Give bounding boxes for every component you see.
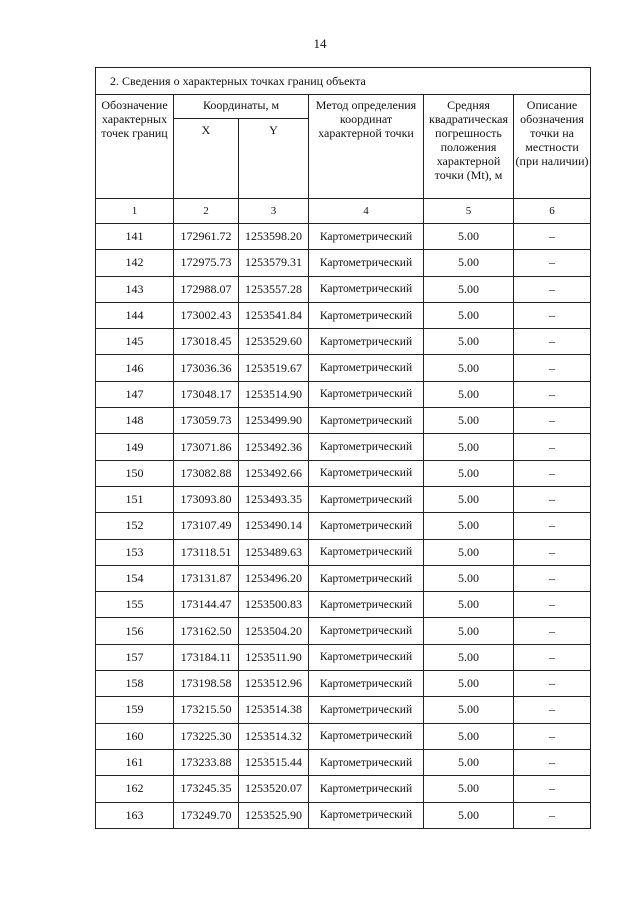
x-cell: 173048.17: [174, 381, 239, 407]
point-cell: 159: [96, 697, 174, 723]
point-cell: 155: [96, 592, 174, 618]
x-cell: 173093.80: [174, 486, 239, 512]
method-cell: Картометрический: [309, 776, 424, 802]
description-cell: –: [514, 644, 591, 670]
y-cell: 1253500.83: [239, 592, 309, 618]
table-row: [96, 460, 591, 486]
point-cell: 161: [96, 749, 174, 775]
error-cell: 5.00: [424, 565, 514, 591]
x-cell: 173071.86: [174, 434, 239, 460]
point-cell: 156: [96, 618, 174, 644]
x-cell: 173162.50: [174, 618, 239, 644]
header-designation: Обозначение характерных точек границ: [96, 95, 174, 199]
y-cell: 1253490.14: [239, 513, 309, 539]
method-cell: Картометрический: [309, 486, 424, 512]
error-cell: 5.00: [424, 697, 514, 723]
table-row: [96, 486, 591, 512]
point-cell: 148: [96, 408, 174, 434]
y-cell: 1253512.96: [239, 671, 309, 697]
description-cell: –: [514, 408, 591, 434]
method-cell: Картометрический: [309, 723, 424, 749]
y-cell: 1253492.66: [239, 460, 309, 486]
description-cell: –: [514, 302, 591, 328]
x-cell: 173107.49: [174, 513, 239, 539]
description-cell: –: [514, 460, 591, 486]
point-cell: 143: [96, 276, 174, 302]
error-cell: 5.00: [424, 749, 514, 775]
y-cell: 1253515.44: [239, 749, 309, 775]
point-cell: 147: [96, 381, 174, 407]
method-cell: Картометрический: [309, 460, 424, 486]
method-cell: Картометрический: [309, 802, 424, 828]
table-row: [96, 749, 591, 775]
error-cell: 5.00: [424, 618, 514, 644]
point-cell: 157: [96, 644, 174, 670]
x-cell: 173082.88: [174, 460, 239, 486]
description-cell: –: [514, 592, 591, 618]
point-cell: 160: [96, 723, 174, 749]
table-row: [96, 539, 591, 565]
x-cell: 173002.43: [174, 302, 239, 328]
x-cell: 173225.30: [174, 723, 239, 749]
point-cell: 149: [96, 434, 174, 460]
table-row: [96, 381, 591, 407]
error-cell: 5.00: [424, 355, 514, 381]
x-cell: 173036.36: [174, 355, 239, 381]
table-row: [96, 644, 591, 670]
description-cell: –: [514, 671, 591, 697]
error-cell: 5.00: [424, 408, 514, 434]
description-cell: –: [514, 749, 591, 775]
table-row: [96, 697, 591, 723]
point-cell: 141: [96, 224, 174, 250]
y-cell: 1253504.20: [239, 618, 309, 644]
point-cell: 163: [96, 802, 174, 828]
method-cell: Картометрический: [309, 381, 424, 407]
method-cell: Картометрический: [309, 749, 424, 775]
description-cell: –: [514, 697, 591, 723]
table-body: [96, 224, 591, 829]
method-cell: Картометрический: [309, 355, 424, 381]
table-row: [96, 802, 591, 828]
x-cell: 172975.73: [174, 250, 239, 276]
point-cell: 152: [96, 513, 174, 539]
method-cell: Картометрический: [309, 539, 424, 565]
point-cell: 146: [96, 355, 174, 381]
error-cell: 5.00: [424, 486, 514, 512]
column-number: 6: [514, 199, 591, 224]
error-cell: 5.00: [424, 539, 514, 565]
description-cell: –: [514, 565, 591, 591]
method-cell: Картометрический: [309, 276, 424, 302]
y-cell: 1253499.90: [239, 408, 309, 434]
description-cell: –: [514, 802, 591, 828]
column-number: 1: [96, 199, 174, 224]
table-row: [96, 355, 591, 381]
header-row-1: [96, 95, 591, 119]
table-row: [96, 618, 591, 644]
point-cell: 145: [96, 329, 174, 355]
point-cell: 158: [96, 671, 174, 697]
column-number: 3: [239, 199, 309, 224]
method-cell: Картометрический: [309, 250, 424, 276]
table-row: [96, 276, 591, 302]
table-row: [96, 723, 591, 749]
point-cell: 154: [96, 565, 174, 591]
x-cell: 173018.45: [174, 329, 239, 355]
y-cell: 1253514.32: [239, 723, 309, 749]
y-cell: 1253541.84: [239, 302, 309, 328]
table-row: [96, 408, 591, 434]
table-row: [96, 329, 591, 355]
table-row: [96, 434, 591, 460]
description-cell: –: [514, 723, 591, 749]
error-cell: 5.00: [424, 671, 514, 697]
x-cell: 173059.73: [174, 408, 239, 434]
page-number: 14: [313, 36, 327, 51]
y-cell: 1253598.20: [239, 224, 309, 250]
y-cell: 1253496.20: [239, 565, 309, 591]
x-cell: 173184.11: [174, 644, 239, 670]
description-cell: –: [514, 486, 591, 512]
table-row: [96, 592, 591, 618]
y-cell: 1253579.31: [239, 250, 309, 276]
x-cell: 173215.50: [174, 697, 239, 723]
table-row: [96, 302, 591, 328]
method-cell: Картометрический: [309, 513, 424, 539]
error-cell: 5.00: [424, 434, 514, 460]
table-row: [96, 513, 591, 539]
header-coordinates: Координаты, м: [174, 95, 309, 119]
header-method: Метод определения координат характерной точки: [309, 95, 424, 199]
method-cell: Картометрический: [309, 671, 424, 697]
point-cell: 151: [96, 486, 174, 512]
y-cell: 1253520.07: [239, 776, 309, 802]
description-cell: –: [514, 329, 591, 355]
error-cell: 5.00: [424, 644, 514, 670]
error-cell: 5.00: [424, 276, 514, 302]
x-cell: 173233.88: [174, 749, 239, 775]
description-cell: –: [514, 250, 591, 276]
header-description: Описание обозначения точки на местности (при наличии): [514, 95, 591, 199]
method-cell: Картометрический: [309, 329, 424, 355]
y-cell: 1253493.35: [239, 486, 309, 512]
error-cell: 5.00: [424, 513, 514, 539]
x-cell: 173198.58: [174, 671, 239, 697]
x-cell: 173249.70: [174, 802, 239, 828]
point-cell: 150: [96, 460, 174, 486]
error-cell: 5.00: [424, 460, 514, 486]
error-cell: 5.00: [424, 250, 514, 276]
method-cell: Картометрический: [309, 565, 424, 591]
description-cell: –: [514, 381, 591, 407]
error-cell: 5.00: [424, 329, 514, 355]
description-cell: –: [514, 224, 591, 250]
header-error: Средняя квадратическая погрешность положения характерной точки (Mt), м: [424, 95, 514, 199]
error-cell: 5.00: [424, 224, 514, 250]
section-title-row: [96, 68, 591, 95]
table-row: [96, 671, 591, 697]
description-cell: –: [514, 618, 591, 644]
section-title: 2. Сведения о характерных точках границ объекта: [96, 68, 591, 95]
description-cell: –: [514, 776, 591, 802]
x-cell: 173131.87: [174, 565, 239, 591]
table-row: [96, 250, 591, 276]
description-cell: –: [514, 434, 591, 460]
table-row: [96, 776, 591, 802]
x-cell: 173118.51: [174, 539, 239, 565]
method-cell: Картометрический: [309, 644, 424, 670]
y-cell: 1253492.36: [239, 434, 309, 460]
error-cell: 5.00: [424, 776, 514, 802]
point-cell: 142: [96, 250, 174, 276]
y-cell: 1253519.67: [239, 355, 309, 381]
column-number: 5: [424, 199, 514, 224]
point-cell: 162: [96, 776, 174, 802]
description-cell: –: [514, 355, 591, 381]
y-cell: 1253511.90: [239, 644, 309, 670]
error-cell: 5.00: [424, 381, 514, 407]
method-cell: Картометрический: [309, 592, 424, 618]
point-cell: 144: [96, 302, 174, 328]
y-cell: 1253514.38: [239, 697, 309, 723]
method-cell: Картометрический: [309, 224, 424, 250]
point-cell: 153: [96, 539, 174, 565]
x-cell: 173245.35: [174, 776, 239, 802]
description-cell: –: [514, 276, 591, 302]
error-cell: 5.00: [424, 723, 514, 749]
table-row: [96, 224, 591, 250]
column-numbers-row: [96, 199, 591, 224]
x-cell: 173144.47: [174, 592, 239, 618]
header-x: X: [174, 119, 239, 199]
error-cell: 5.00: [424, 802, 514, 828]
error-cell: 5.00: [424, 302, 514, 328]
method-cell: Картометрический: [309, 618, 424, 644]
x-cell: 172988.07: [174, 276, 239, 302]
method-cell: Картометрический: [309, 434, 424, 460]
description-cell: –: [514, 539, 591, 565]
x-cell: 172961.72: [174, 224, 239, 250]
method-cell: Картометрический: [309, 408, 424, 434]
y-cell: 1253514.90: [239, 381, 309, 407]
y-cell: 1253489.63: [239, 539, 309, 565]
y-cell: 1253525.90: [239, 802, 309, 828]
error-cell: 5.00: [424, 592, 514, 618]
column-number: 2: [174, 199, 239, 224]
description-cell: –: [514, 513, 591, 539]
table-row: [96, 565, 591, 591]
y-cell: 1253557.28: [239, 276, 309, 302]
column-number: 4: [309, 199, 424, 224]
method-cell: Картометрический: [309, 302, 424, 328]
boundary-points-table: [95, 67, 591, 829]
header-y: Y: [239, 119, 309, 199]
method-cell: Картометрический: [309, 697, 424, 723]
y-cell: 1253529.60: [239, 329, 309, 355]
